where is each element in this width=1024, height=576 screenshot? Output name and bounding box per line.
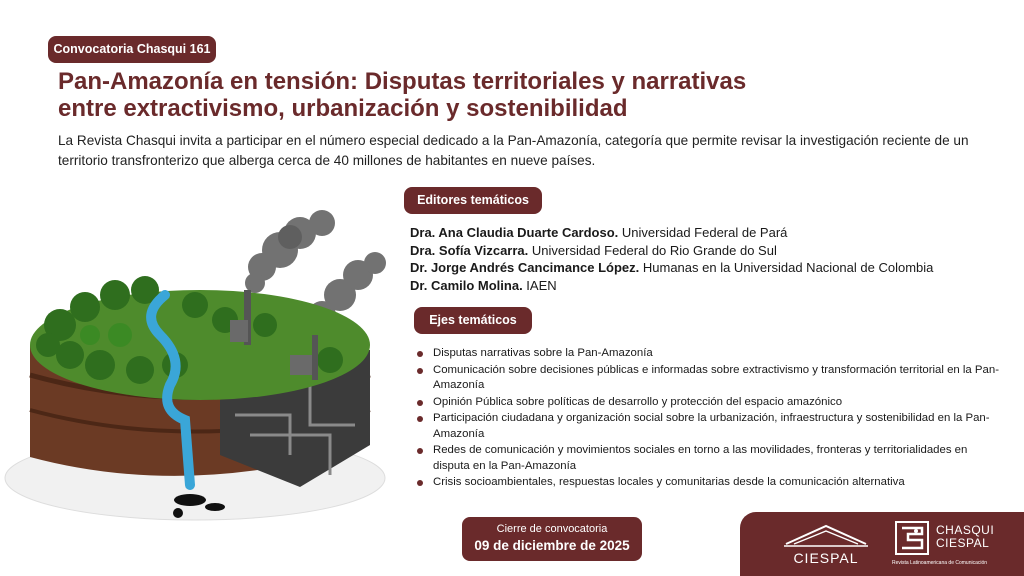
axis-text: Crisis socioambientales, respuestas locales y comunitarias desde la comunicación alternativa bbox=[433, 476, 905, 488]
page-title bbox=[58, 68, 958, 122]
editor-item bbox=[410, 224, 933, 242]
chasqui-line-1: CHASQUI bbox=[936, 523, 995, 537]
bullet-icon bbox=[417, 368, 423, 374]
editor-item bbox=[410, 242, 933, 260]
editor-name: Dra. Sofía Vizcarra. bbox=[410, 242, 529, 258]
ciespal-building-icon bbox=[780, 520, 872, 548]
editor-affiliation: Universidad Federal do Rio Grande do Sul bbox=[528, 242, 777, 258]
editor-affiliation: Humanas en la Universidad Nacional de Colombia bbox=[639, 260, 934, 275]
ciespal-wordmark: CIESPAL bbox=[793, 550, 859, 566]
axis-text: Opinión Pública sobre políticas de desarrollo y protección del espacio amazónico bbox=[433, 395, 843, 408]
editor-item bbox=[410, 277, 933, 295]
chasqui-logo bbox=[892, 518, 1020, 572]
axis-item bbox=[414, 475, 999, 491]
axis-item bbox=[414, 346, 999, 362]
title-line-2: entre extractivismo, urbanización y sostenibilidad bbox=[58, 95, 628, 122]
ciespal-logo bbox=[780, 520, 872, 568]
axis-item bbox=[414, 363, 999, 394]
amazon-cake-illustration bbox=[0, 195, 400, 545]
axes-heading: Ejes temáticos bbox=[414, 307, 532, 334]
chasqui-subtitle: Revista Latinoamericana de Comunicación bbox=[892, 560, 988, 566]
call-badge: Convocatoria Chasqui 161 bbox=[48, 36, 216, 63]
editor-name: Dr. Jorge Andrés Cancimance López. bbox=[410, 260, 640, 275]
axis-text: Redes de comunicación y movimientos sociales en torno a las movilidades, fronteras y territorialidades en disputa en la Pan-Amazonía bbox=[433, 444, 968, 472]
deadline-label: Cierre de convocatoria bbox=[496, 523, 608, 535]
deadline-box bbox=[462, 517, 642, 561]
bullet-icon bbox=[417, 480, 423, 486]
chasqui-emblem-icon bbox=[894, 520, 930, 556]
title-line-1: Pan-Amazonía en tensión: Disputas territoriales y narrativas bbox=[58, 68, 747, 95]
bullet-icon bbox=[417, 448, 423, 454]
intro-paragraph: La Revista Chasqui invita a participar en el número especial dedicado a la Pan-Amazonía, categoría que permite revisar la investigación reciente de un territorio transfronterizo que alberga cerca de 40 millones de habitantes en nueve países. bbox=[58, 133, 969, 168]
editor-name: Dra. Ana Claudia Duarte Cardoso. bbox=[410, 225, 619, 240]
bullet-icon bbox=[417, 416, 423, 422]
bullet-icon bbox=[417, 351, 423, 357]
editor-item bbox=[410, 259, 933, 277]
editor-name: Dr. Camilo Molina. bbox=[410, 277, 523, 293]
editor-affiliation: IAEN bbox=[522, 277, 557, 293]
axis-text: Comunicación sobre decisiones públicas e informadas sobre extractivismo y transformación territorial en la Pan-Amazonía bbox=[433, 363, 999, 391]
editors-list bbox=[410, 224, 933, 294]
axes-list bbox=[414, 346, 999, 492]
axis-item bbox=[414, 395, 999, 411]
axis-text: Participación ciudadana y organización social sobre la urbanización, infraestructura y sostenibilidad en la Pan-Amazonía bbox=[433, 412, 990, 440]
axis-text: Disputas narrativas sobre la Pan-Amazonía bbox=[433, 347, 653, 359]
bullet-icon bbox=[417, 400, 423, 406]
axis-item bbox=[414, 443, 999, 474]
deadline-date: 09 de diciembre de 2025 bbox=[474, 538, 630, 553]
editor-affiliation: Universidad Federal de Pará bbox=[618, 225, 788, 240]
chasqui-line-2: CIESPAL bbox=[936, 536, 990, 550]
smoke-cloud-left bbox=[245, 210, 335, 293]
chasqui-wordmark bbox=[936, 524, 994, 550]
axis-item bbox=[414, 411, 999, 442]
editors-heading: Editores temáticos bbox=[404, 187, 542, 214]
